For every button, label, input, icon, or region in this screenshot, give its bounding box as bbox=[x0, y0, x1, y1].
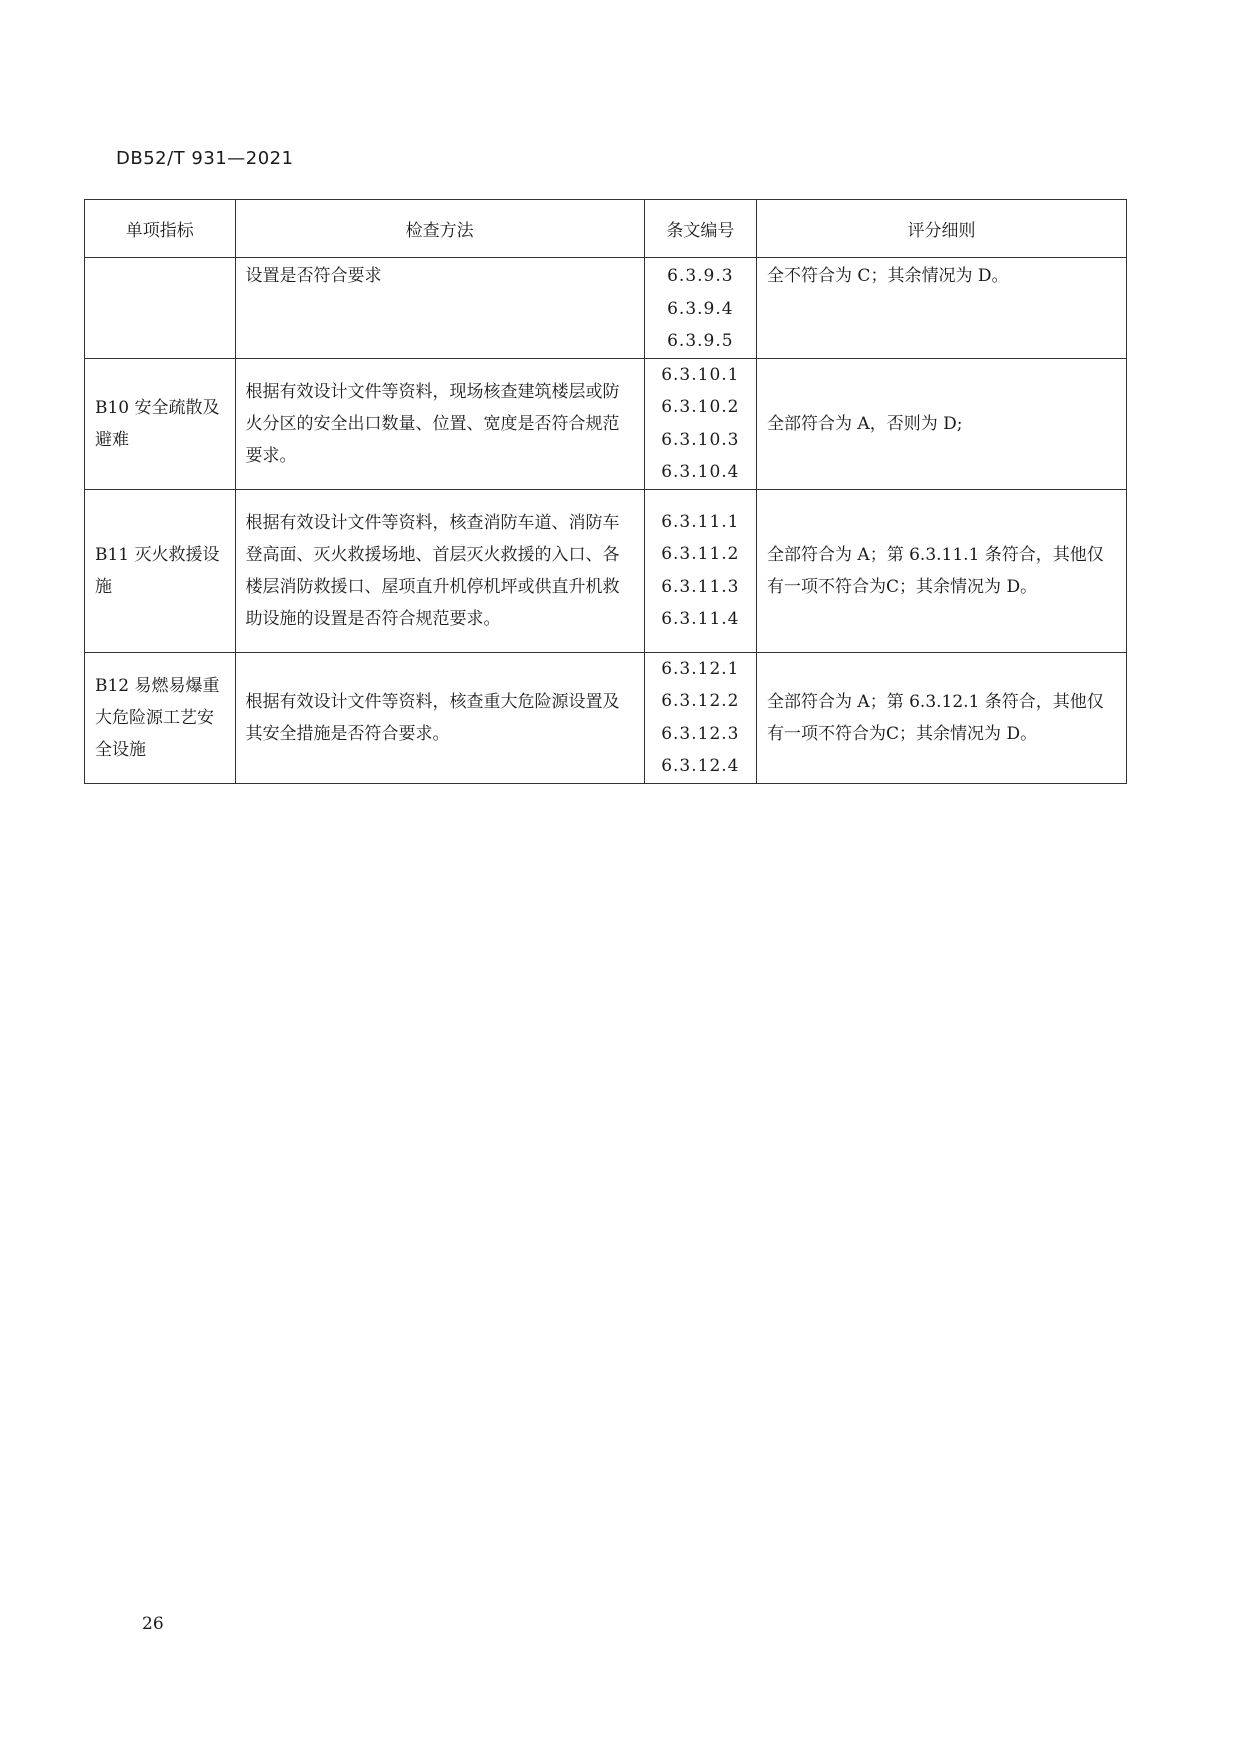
evaluation-table bbox=[84, 199, 1127, 784]
clause-code: 6.3.12.4 bbox=[661, 756, 740, 776]
clause-code: 6.3.11.4 bbox=[661, 609, 740, 629]
header-scoring: 评分细则 bbox=[757, 200, 1127, 258]
table-row bbox=[85, 258, 1127, 359]
code-cell bbox=[644, 489, 756, 652]
method-cell: 设置是否符合要求 bbox=[235, 258, 644, 359]
indicator-cell: B12 易燃易爆重大危险源工艺安全设施 bbox=[85, 652, 236, 783]
page-number: 26 bbox=[142, 1614, 164, 1634]
scoring-cell: 全不符合为 C；其余情况为 D。 bbox=[757, 258, 1127, 359]
method-cell: 根据有效设计文件等资料，核查重大危险源设置及其安全措施是否符合要求。 bbox=[235, 652, 644, 783]
clause-code: 6.3.11.2 bbox=[661, 544, 740, 564]
method-cell: 根据有效设计文件等资料，核查消防车道、消防车登高面、灭火救援场地、首层灭火救援的入口、各楼层消防救援口、屋项直升机停机坪或供直升机救助设施的设置是否符合规范要求。 bbox=[235, 489, 644, 652]
clause-code: 6.3.10.2 bbox=[661, 397, 740, 417]
clause-code: 6.3.9.3 bbox=[667, 266, 734, 286]
clause-code: 6.3.12.2 bbox=[661, 691, 740, 711]
clause-code: 6.3.11.3 bbox=[661, 576, 740, 597]
code-cell bbox=[644, 258, 756, 359]
table-header-row bbox=[85, 200, 1127, 258]
clause-code: 6.3.12.3 bbox=[661, 723, 740, 744]
indicator-cell: B11 灭火救援设施 bbox=[85, 489, 236, 652]
clause-code: 6.3.11.1 bbox=[661, 511, 740, 532]
clause-code: 6.3.9.5 bbox=[667, 331, 734, 351]
header-indicator: 单项指标 bbox=[85, 200, 236, 258]
table-row bbox=[85, 489, 1127, 652]
clause-code: 6.3.10.3 bbox=[661, 429, 740, 450]
clause-code: 6.3.10.4 bbox=[661, 462, 740, 482]
clause-code: 6.3.10.1 bbox=[661, 364, 740, 385]
header-code: 条文编号 bbox=[644, 200, 756, 258]
scoring-cell: 全部符合为 A；第 6.3.12.1 条符合，其他仅有一项不符合为C；其余情况为 D。 bbox=[757, 652, 1127, 783]
scoring-cell: 全部符合为 A；第 6.3.11.1 条符合，其他仅有一项不符合为C；其余情况为 D。 bbox=[757, 489, 1127, 652]
table-row bbox=[85, 358, 1127, 489]
clause-code: 6.3.9.4 bbox=[667, 298, 734, 319]
clause-code: 6.3.12.1 bbox=[661, 658, 740, 679]
scoring-cell: 全部符合为 A，否则为 D; bbox=[757, 358, 1127, 489]
method-cell: 根据有效设计文件等资料，现场核查建筑楼层或防火分区的安全出口数量、位置、宽度是否符合规范要求。 bbox=[235, 358, 644, 489]
header-method: 检查方法 bbox=[235, 200, 644, 258]
indicator-cell bbox=[85, 258, 236, 359]
table-row bbox=[85, 652, 1127, 783]
document-code: DB52/T 931—2021 bbox=[116, 148, 294, 169]
code-cell bbox=[644, 652, 756, 783]
code-cell bbox=[644, 358, 756, 489]
indicator-cell: B10 安全疏散及避难 bbox=[85, 358, 236, 489]
